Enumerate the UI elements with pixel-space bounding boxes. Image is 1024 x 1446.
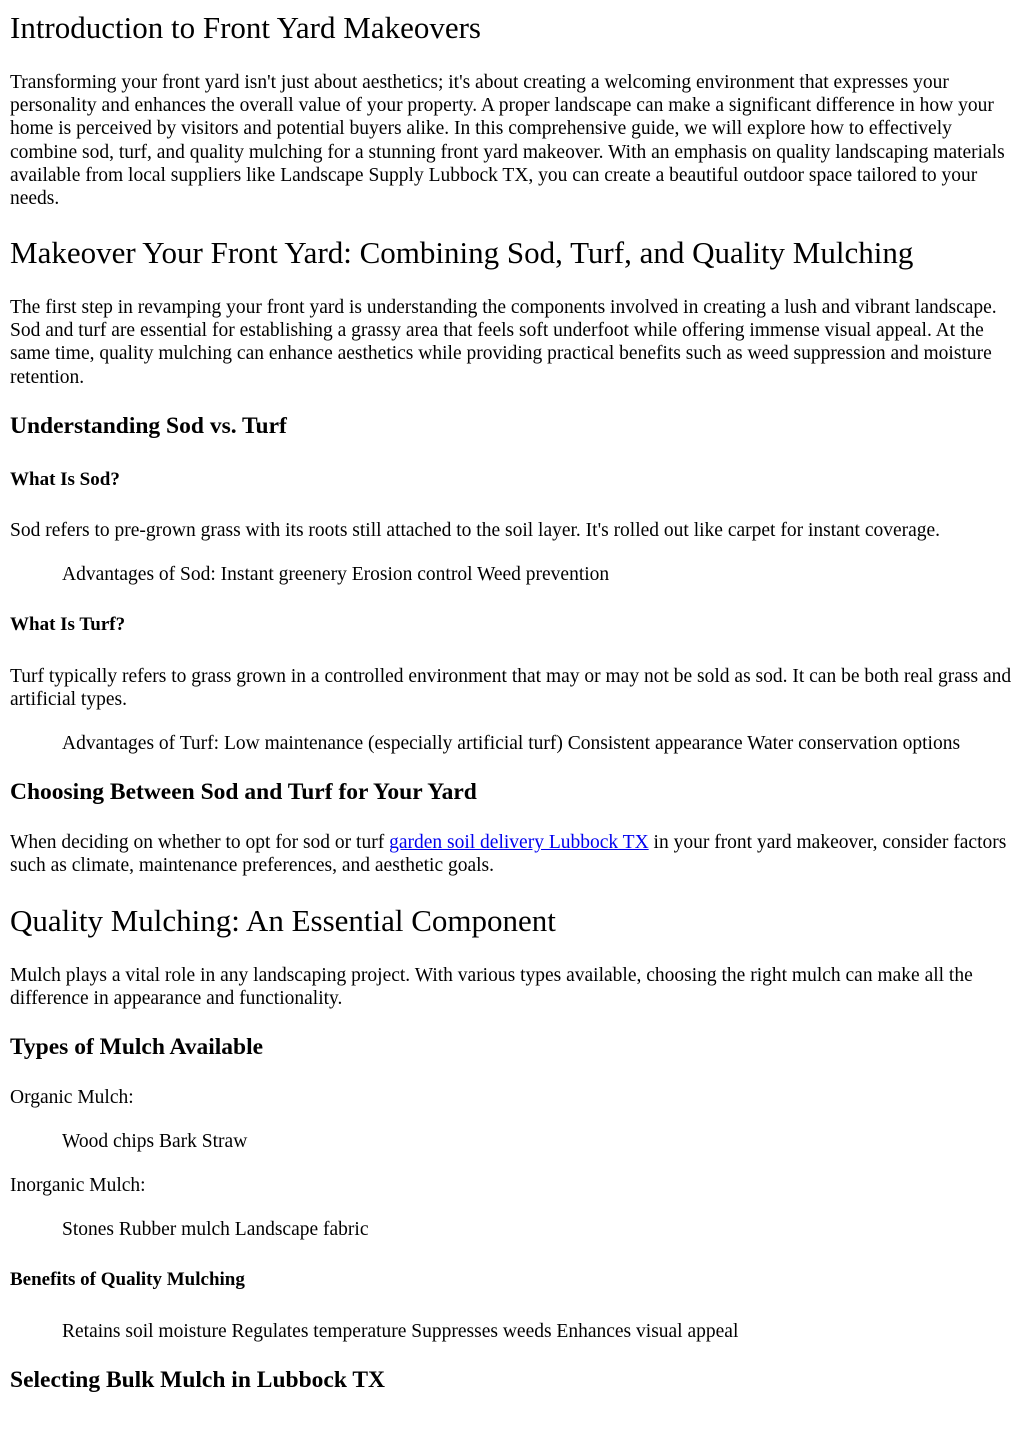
heading-benefits-mulching: Benefits of Quality Mulching bbox=[10, 1269, 245, 1290]
inorganic-mulch-label: Inorganic Mulch: bbox=[10, 1175, 146, 1196]
choosing-text-after: in your front yard makeover, consider factors such as climate, maintenance preferences, and aesthetic goals. bbox=[10, 832, 1007, 877]
heading-quality-mulching: Quality Mulching: An Essential Component bbox=[10, 903, 556, 938]
organic-mulch-label: Organic Mulch: bbox=[10, 1087, 134, 1108]
sod-advantages: Advantages of Sod: Instant greenery Erosion control Weed prevention bbox=[62, 564, 610, 585]
heading-sod-vs-turf: Understanding Sod vs. Turf bbox=[10, 413, 287, 439]
heading-what-is-sod: What Is Sod? bbox=[10, 469, 120, 490]
makeover-paragraph: The first step in revamping your front yard is understanding the components involved in creating a lush and vibrant landscape. Sod and turf are essential for establishing a grassy area that feels soft underfoot while offering immense visual appeal. At the same time, quality mulching can enhance aesthetics while providing practical benefits such as weed suppression and moisture retention. bbox=[10, 297, 997, 388]
benefits-items: Retains soil moisture Regulates temperature Suppresses weeds Enhances visual appeal bbox=[62, 1321, 739, 1342]
heading-makeover: Makeover Your Front Yard: Combining Sod, Turf, and Quality Mulching bbox=[10, 235, 914, 270]
heading-types-of-mulch: Types of Mulch Available bbox=[10, 1034, 264, 1060]
garden-soil-delivery-link[interactable]: garden soil delivery Lubbock TX bbox=[389, 832, 649, 853]
sod-paragraph: Sod refers to pre-grown grass with its roots still attached to the soil layer. It's rolled out like carpet for instant coverage. bbox=[10, 520, 941, 541]
turf-advantages: Advantages of Turf: Low maintenance (especially artificial turf) Consistent appearance Water conservation options bbox=[62, 733, 961, 754]
inorganic-mulch-items: Stones Rubber mulch Landscape fabric bbox=[62, 1219, 369, 1240]
intro-paragraph: Transforming your front yard isn't just about aesthetics; it's about creating a welcoming environment that expresses your personality and enhances the overall value of your property. A proper landscape can make a significant difference in how your home is perceived by visitors and potential buyers alike. In this comprehensive guide, we will explore how to effectively combine sod, turf, and quality mulching for a stunning front yard makeover. With an emphasis on quality landscaping materials available from local suppliers like Landscape Supply Lubbock TX, you can create a beautiful outdoor space tailored to your needs. bbox=[10, 72, 1005, 210]
heading-introduction: Introduction to Front Yard Makeovers bbox=[10, 10, 481, 45]
turf-paragraph: Turf typically refers to grass grown in a controlled environment that may or may not be sold as sod. It can be both real grass and artificial types. bbox=[10, 666, 1012, 711]
heading-selecting-bulk-mulch: Selecting Bulk Mulch in Lubbock TX bbox=[10, 1367, 386, 1393]
choosing-paragraph bbox=[10, 831, 1014, 877]
organic-mulch-items: Wood chips Bark Straw bbox=[62, 1131, 248, 1152]
choosing-text-before: When deciding on whether to opt for sod or turf bbox=[10, 832, 390, 853]
heading-what-is-turf: What Is Turf? bbox=[10, 614, 126, 635]
heading-choosing: Choosing Between Sod and Turf for Your Yard bbox=[10, 779, 477, 805]
mulching-paragraph: Mulch plays a vital role in any landscaping project. With various types available, choosing the right mulch can make all the difference in appearance and functionality. bbox=[10, 965, 973, 1010]
